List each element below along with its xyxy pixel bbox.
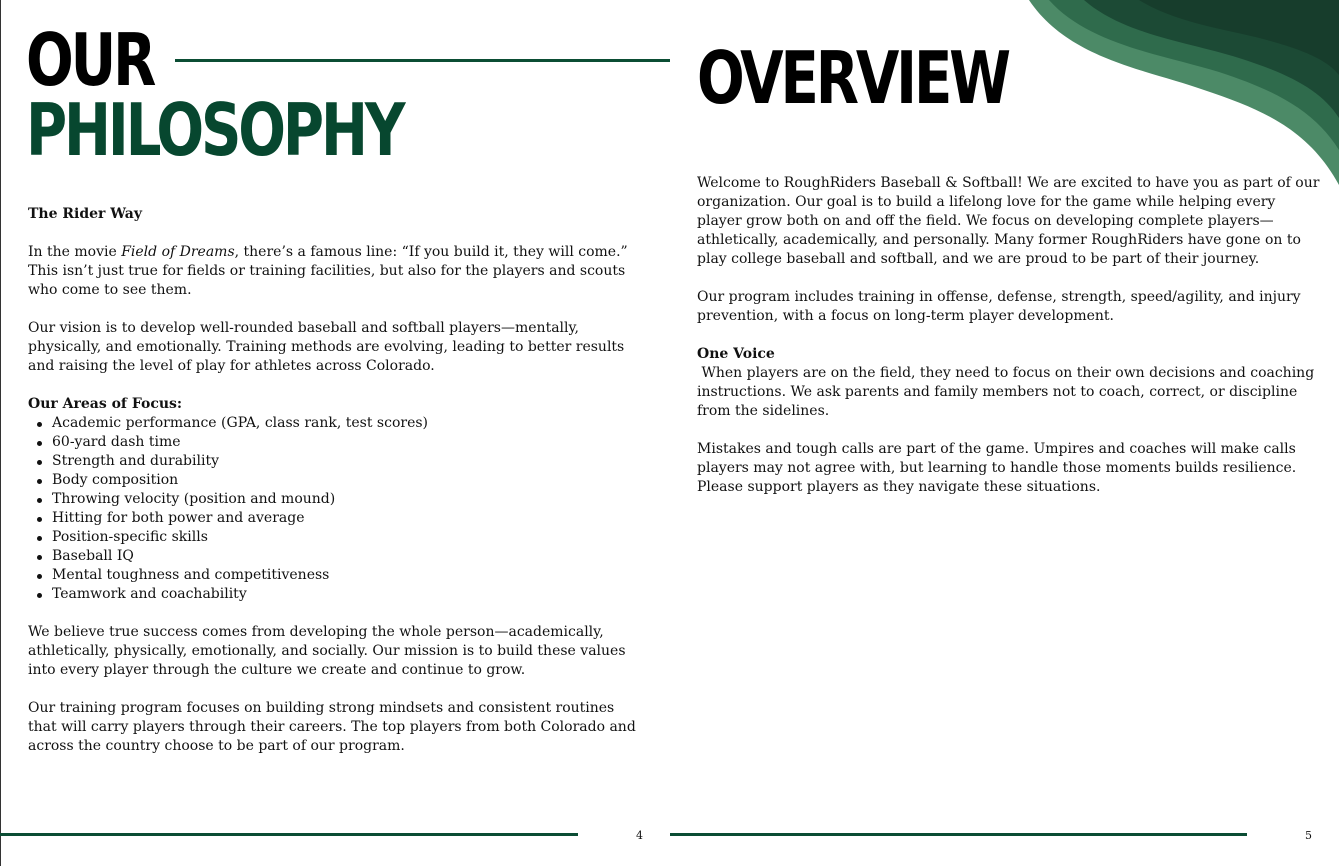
focus-list [28, 414, 640, 604]
heading-overview: OVERVIEW [697, 36, 1009, 120]
page-edge-border [0, 0, 1, 866]
mistakes-paragraph: Mistakes and tough calls are part of the game. Umpires and coaches will make calls players may not agree with, but learning to handle those moments builds resilience. Please support players as they navigate these situations. [697, 441, 1297, 495]
footer-rule-left [0, 833, 578, 836]
right-page-body [697, 174, 1322, 516]
page-number-left: 4 [636, 829, 643, 842]
decorative-swoosh-graphic [1029, 0, 1339, 190]
heading-rule [175, 59, 670, 62]
section-title-one-voice: One Voice [697, 346, 775, 362]
list-item: Strength and durability [28, 452, 640, 471]
training-paragraph: Our training program focuses on building strong mindsets and consistent routines that will carry players through their careers. The top players from both Colorado and across the country choose to be part of our program. [28, 700, 636, 754]
heading-philosophy: PHILOSOPHY [26, 88, 403, 172]
heading-our: OUR [26, 18, 154, 102]
movie-title: Field of Dreams [121, 244, 235, 260]
vision-paragraph: Our vision is to develop well-rounded baseball and softball players—mentally, physically, and emotionally. Training methods are evolving, leading to better results and raising the level of play for athletes across Colorado. [28, 320, 625, 374]
left-page-body [28, 205, 640, 775]
program-paragraph: Our program includes training in offense, defense, strength, speed/agility, and injury prevention, with a focus on long-term player development. [697, 289, 1301, 324]
list-item: Baseball IQ [28, 547, 640, 566]
list-item: Throwing velocity (position and mound) [28, 490, 640, 509]
list-item: Hitting for both power and average [28, 509, 640, 528]
one-voice-paragraph: When players are on the field, they need to focus on their own decisions and coaching instructions. We ask parents and family members not to coach, correct, or discipline from the sidelines. [697, 365, 1319, 419]
list-item: Teamwork and coachability [28, 585, 640, 604]
list-item: Body composition [28, 471, 640, 490]
welcome-paragraph: Welcome to RoughRiders Baseball & Softball! We are excited to have you as part of our organization. Our goal is to build a lifelong love for the game while helping every player grow both on and off the field. We focus on developing complete players—athletically, academically, and personally. Many former RoughRiders have gone on to play college baseball and softball, and we are proud to be part of their journey. [697, 175, 1320, 267]
intro-paragraph: In the movie Field of Dreams, there’s a famous line: “If you build it, they will come.” This isn’t just true for fields or training facilities, but also for the players and scouts who come to see them. [28, 244, 628, 298]
success-paragraph: We believe true success comes from developing the whole person—academically, athletically, physically, emotionally, and socially. Our mission is to build these values into every player through the culture we create and continue to grow. [28, 624, 626, 678]
footer-rule-right [670, 833, 1247, 836]
list-item: Position-specific skills [28, 528, 640, 547]
page-number-right: 5 [1305, 829, 1312, 842]
list-item: Academic performance (GPA, class rank, test scores) [28, 414, 640, 433]
section-title-rider-way: The Rider Way [28, 206, 142, 222]
list-item: 60-yard dash time [28, 433, 640, 452]
list-item: Mental toughness and competitiveness [28, 566, 640, 585]
focus-title: Our Areas of Focus: [28, 396, 183, 412]
